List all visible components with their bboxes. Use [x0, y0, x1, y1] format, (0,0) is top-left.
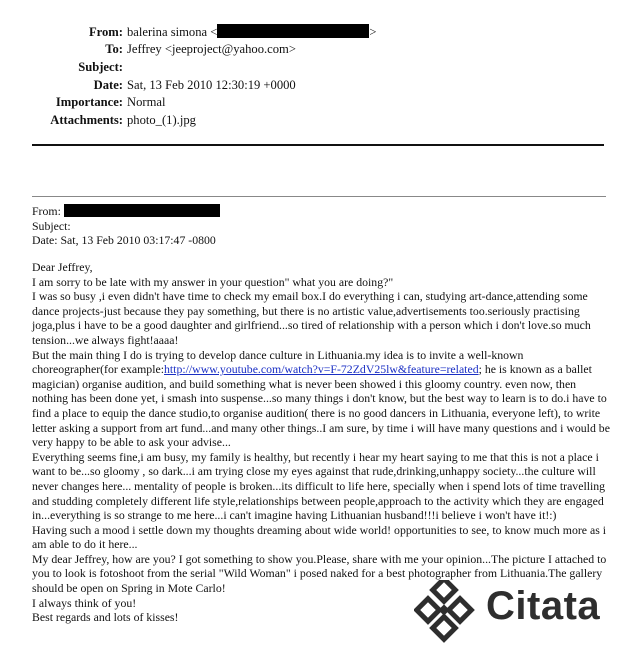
forwarded-from-label: From: — [32, 204, 61, 218]
header-importance-label: Importance: — [55, 95, 123, 109]
body-text: But the main thing I do is trying to develop dance culture in Lithuania.my idea is to invite a well-known choreographer(for example: — [32, 347, 524, 377]
header-attachments-value[interactable]: photo_(1).jpg — [127, 113, 196, 127]
header-from-bracket: > — [369, 25, 377, 39]
forwarded-subject-line: Subject: — [32, 218, 71, 233]
body-paragraph — [32, 348, 612, 450]
body-paragraph: Dear Jeffrey, I am sorry to be late with my answer in your question" what you are doing?" I was so busy ,i even didn't have time to check my email box.I do everything i can, studying art-dance,attending some dance projects-just because they pay something, but there is no artistic value,advertisements too.seriously practising joga,plus i have to be a good daughter and girlfriend...so tired of relationship with a person which i don't love.so much tension...we always fight!aaaa! — [32, 260, 591, 347]
header-subject-row — [0, 58, 637, 76]
header-attachments-row — [0, 111, 637, 129]
header-importance-row — [0, 93, 637, 111]
header-attachments-label: Attachments: — [50, 113, 123, 127]
header-to-row — [0, 40, 637, 58]
header-divider — [32, 144, 604, 146]
body-text: ; he is known as a ballet magician) organise audition, and build something what is never been showed i this gloomy country. even now, then nothing has been done yet, i smash into suspense...so many things i don't know, but the best way to learn is to do.i have to find a place to equip the dance studio,to organise audition( there is no good dancers in Lithuania, everyone left), to write letter asking a support from art fund...and many other things..I am sure, by time i will have many questions and i would be very happy to be able to ask your advise... — [32, 362, 610, 450]
forward-divider — [32, 196, 606, 197]
header-importance-value: Normal — [127, 95, 166, 109]
body-paragraph: I always think of you! Best regards and lots of kisses! — [32, 595, 179, 625]
body-paragraph: Everything seems fine,i am busy, my family is healthy, but recently i hear my heart saying to me that this is not a place i want to be...so gloomy , so dark...i am trying close my eyes against that rude,drinking,unhappy society...the culture will never changes here... mentality of people is broken...its difficult to life here, specially when i spend lots of time travelling and studding completely different life style,relationships between people,approach to the activity which they are engaged in...everything is so strange to me here...i can't imagine having Lithuanian husband!!!i believe i won't have it!:) — [32, 449, 606, 523]
header-to-label: To: — [105, 42, 123, 56]
header-date-label: Date: — [93, 78, 123, 92]
header-from-name: balerina simona < — [127, 25, 218, 39]
body-paragraph: My dear Jeffrey, how are you? I got something to show you.Please, share with me your opinion...The picture I attached to you to look is fotoshoot from the serial "Wild Woman" i posed naked for a best photographer from Lithuania.The gallery should be open on Spring in Mote Carlo! — [32, 551, 607, 596]
forwarded-from-line — [32, 204, 220, 219]
header-from-row — [0, 23, 637, 41]
header-date-value: Sat, 13 Feb 2010 12:30:19 +0000 — [127, 78, 296, 92]
body-paragraph: Having such a mood i settle down my thoughts dreaming about wide world! opportunities to see, to know much more as i am able to do it here... — [32, 522, 607, 552]
header-from-label: From: — [88, 25, 123, 39]
watermark-text: Citata — [486, 584, 601, 628]
header-from-value — [127, 23, 376, 41]
redacted-block — [217, 24, 369, 38]
header-date-row — [0, 76, 637, 94]
header-subject-label: Subject: — [78, 60, 123, 74]
diamond-ornament-icon — [414, 580, 480, 646]
header-to-value: Jeffrey <jeeproject@yahoo.com> — [127, 42, 296, 56]
citata-watermark — [414, 580, 634, 646]
youtube-link[interactable]: http://www.youtube.com/watch?v=F-72ZdV25lw&feature=related — [164, 362, 479, 377]
forwarded-header — [32, 204, 220, 248]
redacted-block — [64, 204, 220, 217]
forwarded-date-line: Date: Sat, 13 Feb 2010 03:17:47 -0800 — [32, 233, 216, 248]
email-body — [32, 260, 612, 625]
